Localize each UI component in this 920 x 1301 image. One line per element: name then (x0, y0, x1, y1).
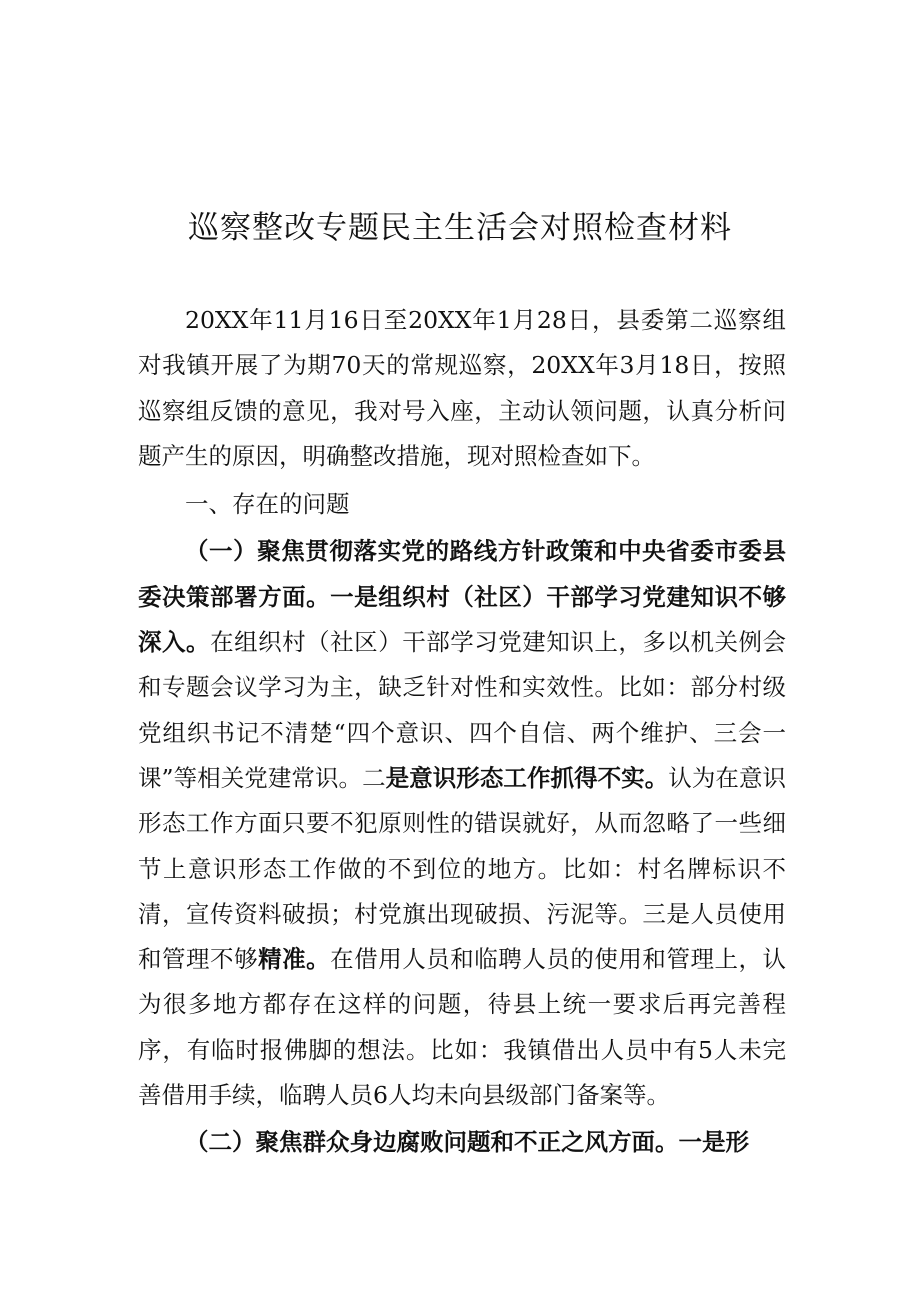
section-1-text-3: 在借用人员和临聘人员的使用和管理上，认为很多地方都存在这样的问题，待县上统一要求后再完善程序，有临时报佛脚的想法。比如：我镇借出人员中有5人未完善借用手续，临聘人员6人均未向县级部门备案等。 (138, 945, 787, 1110)
section-heading-problems: 一、存在的问题 (185, 490, 350, 519)
document-body (138, 298, 786, 1166)
section-1-heading: （一）聚焦贯彻落实党的路线方针政策和中央省委市委县委决策部署方面。一是组织村（社区）干部学习党建知识不够深入。 (138, 537, 786, 657)
section-1-point-3: 精准。 (258, 945, 331, 974)
section-2-heading: （二）聚焦群众身边腐败问题和不正之风方面。一是形 (185, 1128, 749, 1157)
section-1-text-2: 认为在意识形态工作方面只要不犯原则性的错误就好，从而忽略了一些细节上意识形态工作做的不到位的地方。比如：村名牌标识不清，宣传资料破损；村党旗出现破损、污泥等。三是人员使用和管理不够 (138, 763, 787, 974)
section-1-text-1: 在组织村（社区）干部学习党建知识上，多以机关例会和专题会议学习为主，缺乏针对性和实效性。比如：部分村级党组织书记不清楚“四个意识、四个自信、两个维护、三会一课”等相关党建常识。二 (138, 628, 787, 792)
section-1-paragraph (138, 529, 786, 1118)
document-title: 巡察整改专题民主生活会对照检查材料 (188, 210, 732, 246)
section-1-point-2: 是意识形态工作抓得不实。 (385, 763, 669, 792)
intro-paragraph: 20XX年11月16日至20XX年1月28日，县委第二巡察组对我镇开展了为期70天的常规巡察，20XX年3月18日，按照巡察组反馈的意见，我对号入座，主动认领问题，认真分析问题产生的原因，明确整改措施，现对照检查如下。 (138, 306, 786, 470)
section-2-paragraph (138, 1120, 786, 1165)
